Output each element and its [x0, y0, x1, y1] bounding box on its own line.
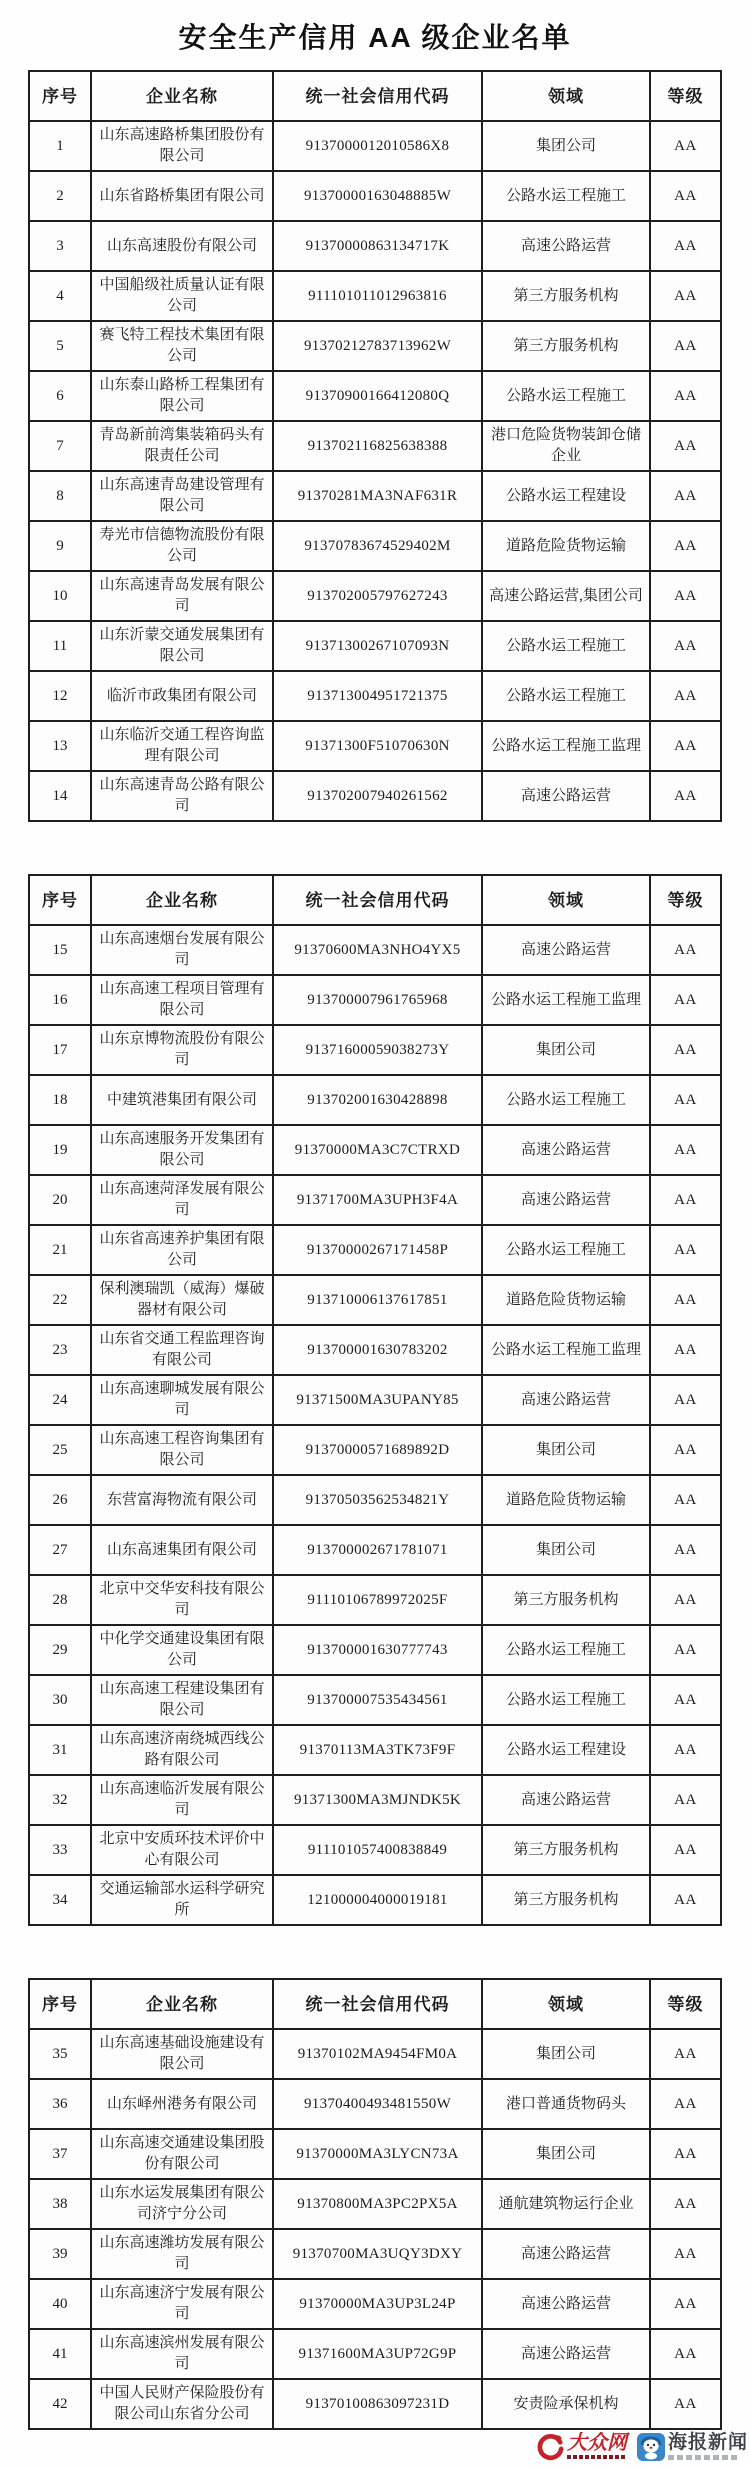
cell-field: 高速公路运营 [482, 1175, 650, 1225]
cell-code: 91370212783713962W [273, 321, 482, 371]
cell-grade: AA [650, 221, 721, 271]
cell-code: 91370783674529402M [273, 521, 482, 571]
cell-code: 91370113MA3TK73F9F [273, 1725, 482, 1775]
table-row [29, 1875, 721, 1925]
table-row [29, 1725, 721, 1775]
cell-field: 公路水运工程施工监理 [482, 721, 650, 771]
cell-name: 山东京博物流股份有限公司 [91, 1025, 273, 1075]
cell-name: 山东高速济南绕城西线公路有限公司 [91, 1725, 273, 1775]
cell-name: 临沂市政集团有限公司 [91, 671, 273, 721]
table-row [29, 1775, 721, 1825]
cell-code: 91371300MA3MJNDK5K [273, 1775, 482, 1825]
cell-field: 第三方服务机构 [482, 1825, 650, 1875]
cell-field: 公路水运工程施工 [482, 621, 650, 671]
cell-no: 2 [29, 171, 91, 221]
table-row [29, 2379, 721, 2429]
cell-field: 第三方服务机构 [482, 1575, 650, 1625]
table-row [29, 671, 721, 721]
cell-code: 91371300267107093N [273, 621, 482, 671]
table-row [29, 1825, 721, 1875]
cell-name: 山东高速工程咨询集团有限公司 [91, 1425, 273, 1475]
cell-code: 91370000MA3C7CTRXD [273, 1125, 482, 1175]
cell-field: 高速公路运营 [482, 771, 650, 821]
column-header-no: 序号 [29, 875, 91, 925]
table-row [29, 471, 721, 521]
cell-field: 公路水运工程施工 [482, 371, 650, 421]
table-row [29, 2029, 721, 2079]
cell-code: 91370000571689892D [273, 1425, 482, 1475]
cell-grade: AA [650, 925, 721, 975]
page-title: 安全生产信用 AA 级企业名单 [178, 22, 572, 53]
cell-grade: AA [650, 121, 721, 171]
table-row [29, 171, 721, 221]
cell-code: 9137000012010586X8 [273, 121, 482, 171]
cell-code: 91370600MA3NHO4YX5 [273, 925, 482, 975]
cell-name: 寿光市信德物流股份有限公司 [91, 521, 273, 571]
cell-no: 18 [29, 1075, 91, 1125]
cell-no: 17 [29, 1025, 91, 1075]
table-row [29, 1575, 721, 1625]
enterprise-table-section-1 [28, 70, 722, 822]
column-header-name: 企业名称 [91, 875, 273, 925]
cell-field: 第三方服务机构 [482, 1875, 650, 1925]
cell-code: 913702001630428898 [273, 1075, 482, 1125]
cell-field: 高速公路运营 [482, 1375, 650, 1425]
cell-grade: AA [650, 421, 721, 471]
table-row [29, 1025, 721, 1075]
cell-no: 10 [29, 571, 91, 621]
table-row [29, 2329, 721, 2379]
enterprise-table-section-2 [28, 874, 722, 1926]
cell-grade: AA [650, 2329, 721, 2379]
cell-code: 91370102MA9454FM0A [273, 2029, 482, 2079]
table-row [29, 371, 721, 421]
cell-code: 913713004951721375 [273, 671, 482, 721]
cell-no: 40 [29, 2279, 91, 2329]
cell-grade: AA [650, 1775, 721, 1825]
cell-field: 道路危险货物运输 [482, 1475, 650, 1525]
cell-field: 公路水运工程施工 [482, 1625, 650, 1675]
cell-field: 高速公路运营 [482, 2279, 650, 2329]
cell-name: 山东省交通工程监理咨询有限公司 [91, 1325, 273, 1375]
cell-code: 911101011012963816 [273, 271, 482, 321]
table-row [29, 571, 721, 621]
cell-code: 91371700MA3UPH3F4A [273, 1175, 482, 1225]
cell-grade: AA [650, 1525, 721, 1575]
cell-name: 中建筑港集团有限公司 [91, 1075, 273, 1125]
cell-code: 91370000MA3LYCN73A [273, 2129, 482, 2179]
dazhong-logo-label: 大众网 [566, 2432, 627, 2454]
cell-grade: AA [650, 571, 721, 621]
cell-name: 交通运输部水运科学研究所 [91, 1875, 273, 1925]
dazhong-logo-subtext [567, 2455, 625, 2459]
footer-watermarks [532, 2433, 748, 2466]
cell-name: 中化学交通建设集团有限公司 [91, 1625, 273, 1675]
cell-no: 3 [29, 221, 91, 271]
cell-name: 山东省路桥集团有限公司 [91, 171, 273, 221]
cell-name: 山东高速交通建设集团股份有限公司 [91, 2129, 273, 2179]
cell-no: 9 [29, 521, 91, 571]
cell-grade: AA [650, 2079, 721, 2129]
cell-no: 20 [29, 1175, 91, 1225]
cell-name: 赛飞特工程技术集团有限公司 [91, 321, 273, 371]
cell-code: 913702005797627243 [273, 571, 482, 621]
cell-field: 高速公路运营 [482, 2329, 650, 2379]
cell-field: 集团公司 [482, 1425, 650, 1475]
cell-field: 高速公路运营 [482, 1125, 650, 1175]
cell-no: 19 [29, 1125, 91, 1175]
cell-grade: AA [650, 2129, 721, 2179]
cell-code: 91370503562534821Y [273, 1475, 482, 1525]
cell-no: 6 [29, 371, 91, 421]
dazhong-logo [536, 2433, 627, 2466]
table-row [29, 421, 721, 471]
table-row [29, 1175, 721, 1225]
table-row [29, 621, 721, 671]
table-row [29, 2179, 721, 2229]
header-row [29, 71, 721, 121]
cell-grade: AA [650, 771, 721, 821]
column-header-field: 领域 [482, 875, 650, 925]
cell-field: 高速公路运营 [482, 2229, 650, 2279]
table-row [29, 521, 721, 571]
cell-name: 山东高速基础设施建设有限公司 [91, 2029, 273, 2079]
cell-no: 35 [29, 2029, 91, 2079]
cell-no: 25 [29, 1425, 91, 1475]
cell-grade: AA [650, 2229, 721, 2279]
cell-field: 集团公司 [482, 1525, 650, 1575]
cell-code: 913700001630777743 [273, 1625, 482, 1675]
cell-no: 5 [29, 321, 91, 371]
column-header-code: 统一社会信用代码 [273, 875, 482, 925]
cell-field: 道路危险货物运输 [482, 521, 650, 571]
column-header-field: 领域 [482, 71, 650, 121]
cell-field: 高速公路运营 [482, 221, 650, 271]
cell-no: 39 [29, 2229, 91, 2279]
cell-grade: AA [650, 621, 721, 671]
cell-name: 东营富海物流有限公司 [91, 1475, 273, 1525]
table-row [29, 1375, 721, 1425]
cell-grade: AA [650, 1325, 721, 1375]
table-row [29, 975, 721, 1025]
cell-no: 12 [29, 671, 91, 721]
cell-code: 91370000267171458P [273, 1225, 482, 1275]
cell-code: 913702007940261562 [273, 771, 482, 821]
cell-grade: AA [650, 1575, 721, 1625]
enterprise-table-section-3 [28, 1978, 722, 2430]
cell-name: 山东高速股份有限公司 [91, 221, 273, 271]
cell-field: 公路水运工程施工 [482, 171, 650, 221]
cell-no: 14 [29, 771, 91, 821]
cell-grade: AA [650, 1625, 721, 1675]
table-row [29, 2079, 721, 2129]
cell-name: 山东沂蒙交通发展集团有限公司 [91, 621, 273, 671]
cell-name: 山东高速聊城发展有限公司 [91, 1375, 273, 1425]
cell-field: 公路水运工程施工监理 [482, 975, 650, 1025]
cell-field: 公路水运工程施工监理 [482, 1325, 650, 1375]
column-header-field: 领域 [482, 1979, 650, 2029]
table-row [29, 1425, 721, 1475]
cell-grade: AA [650, 1725, 721, 1775]
cell-no: 41 [29, 2329, 91, 2379]
table-row [29, 721, 721, 771]
cell-name: 山东高速菏泽发展有限公司 [91, 1175, 273, 1225]
column-header-grade: 等级 [650, 71, 721, 121]
cell-code: 913700007535434561 [273, 1675, 482, 1725]
cell-grade: AA [650, 521, 721, 571]
cell-no: 21 [29, 1225, 91, 1275]
column-header-code: 统一社会信用代码 [273, 71, 482, 121]
cell-grade: AA [650, 1225, 721, 1275]
haibao-logo-label: 海报新闻 [667, 2432, 748, 2453]
table-row [29, 1125, 721, 1175]
cell-no: 27 [29, 1525, 91, 1575]
cell-name: 山东临沂交通工程咨询监理有限公司 [91, 721, 273, 771]
cell-name: 山东高速临沂发展有限公司 [91, 1775, 273, 1825]
cell-no: 4 [29, 271, 91, 321]
cell-grade: AA [650, 671, 721, 721]
table-row [29, 2129, 721, 2179]
cell-grade: AA [650, 2279, 721, 2329]
cell-code: 913700002671781071 [273, 1525, 482, 1575]
cell-field: 安责险承保机构 [482, 2379, 650, 2429]
table-row [29, 2229, 721, 2279]
cell-no: 36 [29, 2079, 91, 2129]
cell-name: 山东高速滨州发展有限公司 [91, 2329, 273, 2379]
cell-grade: AA [650, 1175, 721, 1225]
cell-field: 公路水运工程建设 [482, 471, 650, 521]
cell-field: 公路水运工程施工 [482, 1075, 650, 1125]
header-row [29, 1979, 721, 2029]
cell-no: 11 [29, 621, 91, 671]
cell-field: 高速公路运营,集团公司 [482, 571, 650, 621]
cell-code: 91370281MA3NAF631R [273, 471, 482, 521]
cell-grade: AA [650, 271, 721, 321]
cell-field: 公路水运工程施工 [482, 671, 650, 721]
cell-code: 913700001630783202 [273, 1325, 482, 1375]
cell-no: 29 [29, 1625, 91, 1675]
column-header-no: 序号 [29, 71, 91, 121]
cell-grade: AA [650, 1825, 721, 1875]
cell-field: 港口危险货物装卸仓储企业 [482, 421, 650, 471]
cell-no: 42 [29, 2379, 91, 2429]
cell-no: 22 [29, 1275, 91, 1325]
table-row [29, 1275, 721, 1325]
cell-code: 913710006137617851 [273, 1275, 482, 1325]
cell-name: 山东高速服务开发集团有限公司 [91, 1125, 273, 1175]
cell-grade: AA [650, 1125, 721, 1175]
cell-code: 91371600MA3UP72G9P [273, 2329, 482, 2379]
cell-grade: AA [650, 975, 721, 1025]
cell-no: 26 [29, 1475, 91, 1525]
cell-no: 28 [29, 1575, 91, 1625]
cell-grade: AA [650, 2379, 721, 2429]
table-row [29, 321, 721, 371]
cell-code: 91370700MA3UQY3DXY [273, 2229, 482, 2279]
cell-name: 山东高速工程项目管理有限公司 [91, 975, 273, 1025]
cell-code: 91370000163048885W [273, 171, 482, 221]
haibao-logo-subtext [668, 2455, 738, 2460]
cell-field: 高速公路运营 [482, 925, 650, 975]
cell-grade: AA [650, 1275, 721, 1325]
cell-no: 30 [29, 1675, 91, 1725]
cell-no: 33 [29, 1825, 91, 1875]
cell-grade: AA [650, 371, 721, 421]
cell-field: 第三方服务机构 [482, 271, 650, 321]
cell-name: 山东高速路桥集团股份有限公司 [91, 121, 273, 171]
cell-grade: AA [650, 1075, 721, 1125]
cell-no: 1 [29, 121, 91, 171]
cell-name: 山东省高速养护集团有限公司 [91, 1225, 273, 1275]
cell-name: 保利澳瑞凯（威海）爆破器材有限公司 [91, 1275, 273, 1325]
cell-grade: AA [650, 1475, 721, 1525]
cell-grade: AA [650, 471, 721, 521]
cell-field: 集团公司 [482, 2129, 650, 2179]
cell-name: 中国船级社质量认证有限公司 [91, 271, 273, 321]
cell-code: 91370800MA3PC2PX5A [273, 2179, 482, 2229]
table-row [29, 2279, 721, 2329]
cell-name: 山东高速潍坊发展有限公司 [91, 2229, 273, 2279]
cell-field: 公路水运工程施工 [482, 1675, 650, 1725]
cell-code: 913700007961765968 [273, 975, 482, 1025]
cell-name: 山东高速青岛建设管理有限公司 [91, 471, 273, 521]
table-row [29, 271, 721, 321]
cell-code: 91370000863134717K [273, 221, 482, 271]
cell-field: 集团公司 [482, 1025, 650, 1075]
cell-grade: AA [650, 721, 721, 771]
cell-code: 91371600059038273Y [273, 1025, 482, 1075]
cell-field: 港口普通货物码头 [482, 2079, 650, 2129]
cell-no: 31 [29, 1725, 91, 1775]
haibao-app-icon [637, 2433, 665, 2466]
cell-field: 第三方服务机构 [482, 321, 650, 371]
cell-name: 中国人民财产保险股份有限公司山东省分公司 [91, 2379, 273, 2429]
cell-grade: AA [650, 321, 721, 371]
cell-no: 34 [29, 1875, 91, 1925]
cell-code: 91371300F51070630N [273, 721, 482, 771]
table-row [29, 1225, 721, 1275]
cell-name: 山东峄州港务有限公司 [91, 2079, 273, 2129]
cell-code: 121000004000019181 [273, 1875, 482, 1925]
table-row [29, 1625, 721, 1675]
cell-name: 山东高速工程建设集团有限公司 [91, 1675, 273, 1725]
cell-name: 北京中安质环技术评价中心有限公司 [91, 1825, 273, 1875]
cell-no: 32 [29, 1775, 91, 1825]
cell-field: 集团公司 [482, 121, 650, 171]
cell-code: 91370100863097231D [273, 2379, 482, 2429]
cell-code: 91371500MA3UPANY85 [273, 1375, 482, 1425]
cell-code: 91110106789972025F [273, 1575, 482, 1625]
cell-grade: AA [650, 1425, 721, 1475]
cell-no: 13 [29, 721, 91, 771]
header-row [29, 875, 721, 925]
cell-no: 7 [29, 421, 91, 471]
cell-field: 道路危险货物运输 [482, 1275, 650, 1325]
cell-no: 24 [29, 1375, 91, 1425]
cell-field: 集团公司 [482, 2029, 650, 2079]
cell-name: 山东水运发展集团有限公司济宁分公司 [91, 2179, 273, 2229]
cell-code: 91370000MA3UP3L24P [273, 2279, 482, 2329]
table-row [29, 1475, 721, 1525]
column-header-name: 企业名称 [91, 71, 273, 121]
cell-code: 911101057400838849 [273, 1825, 482, 1875]
table-row [29, 1325, 721, 1375]
cell-no: 8 [29, 471, 91, 521]
cell-no: 38 [29, 2179, 91, 2229]
cell-field: 通航建筑物运行企业 [482, 2179, 650, 2229]
cell-grade: AA [650, 1025, 721, 1075]
table-row [29, 1525, 721, 1575]
table-row [29, 771, 721, 821]
cell-name: 北京中交华安科技有限公司 [91, 1575, 273, 1625]
cell-name: 山东高速烟台发展有限公司 [91, 925, 273, 975]
column-header-grade: 等级 [650, 1979, 721, 2029]
column-header-grade: 等级 [650, 875, 721, 925]
cell-code: 913702116825638388 [273, 421, 482, 471]
cell-no: 15 [29, 925, 91, 975]
cell-no: 16 [29, 975, 91, 1025]
cell-name: 山东高速青岛公路有限公司 [91, 771, 273, 821]
cell-field: 公路水运工程施工 [482, 1225, 650, 1275]
table-row [29, 1675, 721, 1725]
cell-grade: AA [650, 2029, 721, 2079]
cell-grade: AA [650, 2179, 721, 2229]
cell-grade: AA [650, 1675, 721, 1725]
cell-no: 37 [29, 2129, 91, 2179]
cell-field: 公路水运工程建设 [482, 1725, 650, 1775]
cell-grade: AA [650, 171, 721, 221]
cell-code: 91370900166412080Q [273, 371, 482, 421]
haibao-logo [637, 2433, 748, 2466]
table-row [29, 1075, 721, 1125]
cell-grade: AA [650, 1375, 721, 1425]
cell-code: 91370400493481550W [273, 2079, 482, 2129]
cell-name: 山东高速济宁发展有限公司 [91, 2279, 273, 2329]
table-row [29, 121, 721, 171]
table-row [29, 925, 721, 975]
dazhong-swirl-icon [536, 2433, 564, 2466]
cell-grade: AA [650, 1875, 721, 1925]
cell-no: 23 [29, 1325, 91, 1375]
cell-field: 高速公路运营 [482, 1775, 650, 1825]
column-header-no: 序号 [29, 1979, 91, 2029]
cell-name: 青岛新前湾集装箱码头有限责任公司 [91, 421, 273, 471]
cell-name: 山东高速集团有限公司 [91, 1525, 273, 1575]
cell-name: 山东泰山路桥工程集团有限公司 [91, 371, 273, 421]
column-header-name: 企业名称 [91, 1979, 273, 2029]
table-row [29, 221, 721, 271]
column-header-code: 统一社会信用代码 [273, 1979, 482, 2029]
cell-name: 山东高速青岛发展有限公司 [91, 571, 273, 621]
